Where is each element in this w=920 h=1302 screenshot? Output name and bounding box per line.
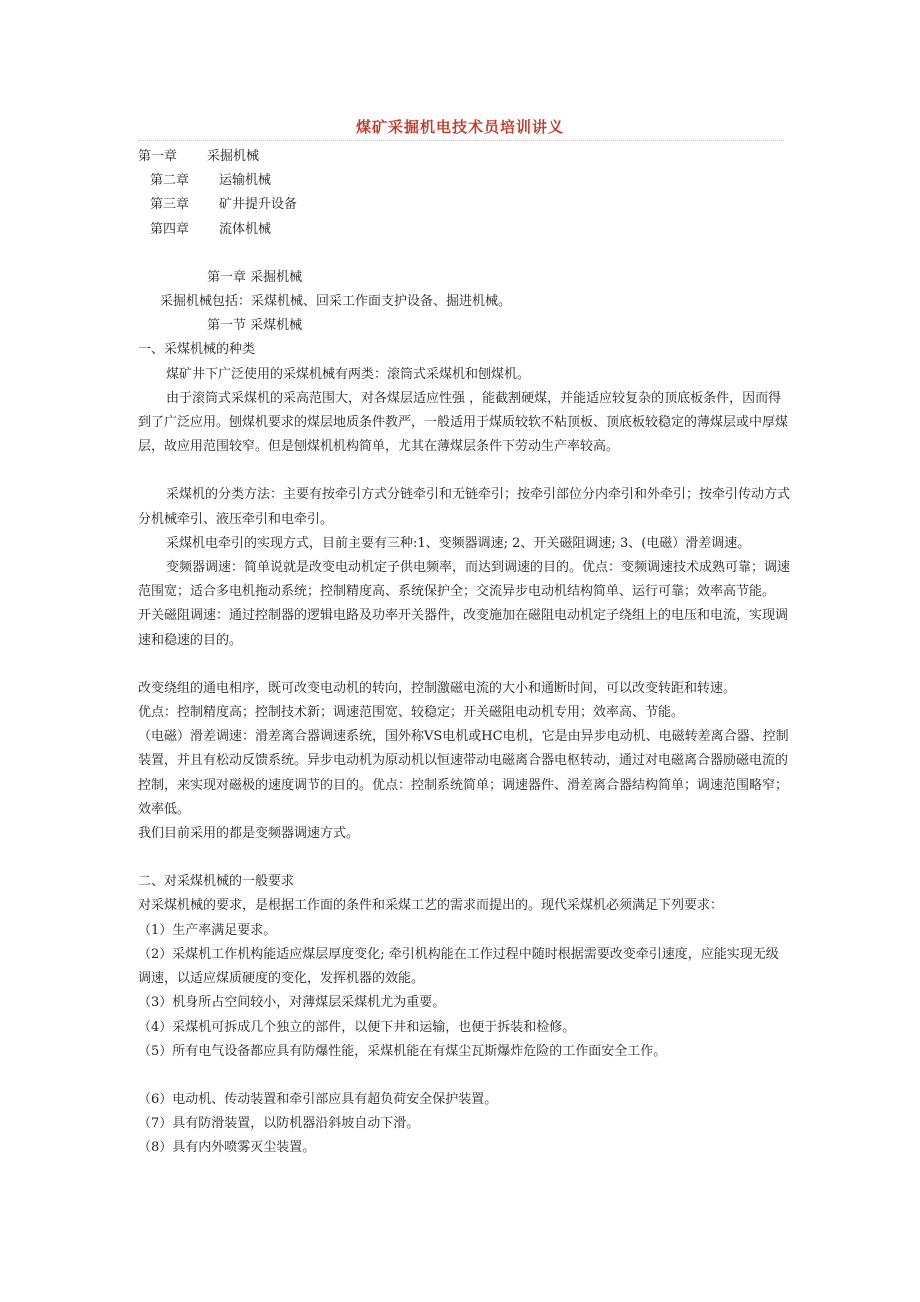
toc-name: 采掘机械 [207,149,260,164]
paragraph: 改变绕组的通电相序，既可改变电动机的转向，控制激磁电流的大小和通断时间，可以改变转距和转速。 [138,680,737,696]
paragraph: 开关磁阻调速：通过控制器的逻辑电路及功率开关器件，改变施加在磁阻电动机定子绕组上的电压和电流，实现调速和稳速的目的。 [138,608,789,648]
paragraph: 采煤机的分类方法：主要有按牵引方式分链牵引和无链牵引；按牵引部位分内牵引和外牵引；按牵引传动方式分机械牵引、液压牵引和电牵引。 [138,487,791,527]
paragraph: 优点：控制精度高；控制技术新；调速范围宽、较稳定；开关磁阻电动机专用；效率高、节能。 [138,705,685,721]
toc-item [138,145,790,169]
toc-name: 矿井提升设备 [219,197,298,213]
toc-item [138,218,790,242]
toc-num: 第四章 [150,221,190,237]
toc-num: 第一章 [138,149,178,164]
toc-item [138,193,790,217]
paragraph: 采煤机电牵引的实现方式，目前主要有三种:1、变频器调速; 2、开关磁阻调速; 3、(电磁）滑差调速。 [166,535,751,551]
requirement-item: （3）机身所占空间较小，对薄煤层采煤机尤为重要。 [138,995,446,1011]
part1-heading: 一、采煤机械的种类 [138,342,256,358]
paragraph: 变频器调速：简单说就是改变电动机定子供电频率，而达到调速的目的。优点：变频调速技术成熟可靠；调速范围宽；适合多电机拖动系统；控制精度高、系统保护全；交流异步电动机结构简单、运行可靠；效率高节能。 [138,560,791,600]
paragraph: 我们目前采用的都是变频器调速方式。 [138,826,360,842]
chapter-heading: 第一章 采掘机械 [207,269,303,285]
toc-name: 运输机械 [219,173,272,189]
page-title: 煤矿采掘机电技术员培训讲义 [355,118,564,136]
toc-num: 第三章 [150,197,190,213]
toc-item [138,169,790,193]
title-divider [138,140,784,141]
part2-intro: 对采煤机械的要求，是根据工作面的条件和采煤工艺的需求而提出的。现代采煤机必须满足下列要求： [138,898,724,914]
paragraph: （电磁）滑差调速：滑差离合器调速系统，国外称VS电机或HC电机，它是由异步电动机、电磁转差离合器、控制装置，并且有松动反馈系统。异步电动机为原动机以恒速带动电磁离合器电枢转动，通过对电磁离合器励磁电流的控制，来实现对磁极的速度调节的目的。优点：控制系统简单；调速器件、滑差离合器结构简单；调速范围略窄；效率低。 [138,729,789,817]
requirement-item: （7）具有防滑装置，以防机器沿斜坡自动下滑。 [138,1116,420,1132]
section-heading: 第一节 采煤机械 [207,318,303,334]
requirement-item: （4）采煤机可拆成几个独立的部件，以便下井和运输，也便于拆装和检修。 [138,1019,576,1035]
requirement-item: （2）采煤机工作机构能适应煤层厚度变化; 牵引机构能在工作过程中随时根据需要改变牵引速度，应能实现无级调速，以适应煤质硬度的变化，发挥机器的效能。 [138,946,779,987]
chapter-intro: 采掘机械包括：采煤机械、回采工作面支护设备、掘进机械。 [160,294,512,310]
requirement-item: （8）具有内外喷雾灭尘装置。 [138,1140,316,1156]
paragraph: 由于滚筒式采煤机的采高范围大，对各煤层适应性强 ，能截割硬煤，并能适应较复杂的顶底板条件，因而得到了广泛应用。刨煤机要求的煤层地质条件教严，一般适用于煤质较软不粘顶板、顶底板较稳定的薄煤层或中厚煤层，故应用范围较窄。但是刨煤机机构简单，尤其在薄煤层条件下劳动生产率较高。 [138,390,789,455]
requirement-item: （5）所有电气设备都应具有防爆性能，采煤机能在有煤尘瓦斯爆炸危险的工作面安全工作。 [138,1043,667,1059]
document-body [138,145,790,1161]
toc-num: 第二章 [150,173,190,189]
requirement-item: （6）电动机、传动装置和牵引部应具有超负荷安全保护装置。 [138,1091,498,1107]
toc-name: 流体机械 [219,221,272,237]
requirement-item: （1）生产率满足要求。 [138,922,277,938]
part2-heading: 二、对采煤机械的一般要求 [138,874,295,890]
paragraph: 煤矿井下广泛使用的采煤机械有两类：滚筒式采煤机和刨煤机。 [166,366,531,382]
table-of-contents [138,145,790,242]
